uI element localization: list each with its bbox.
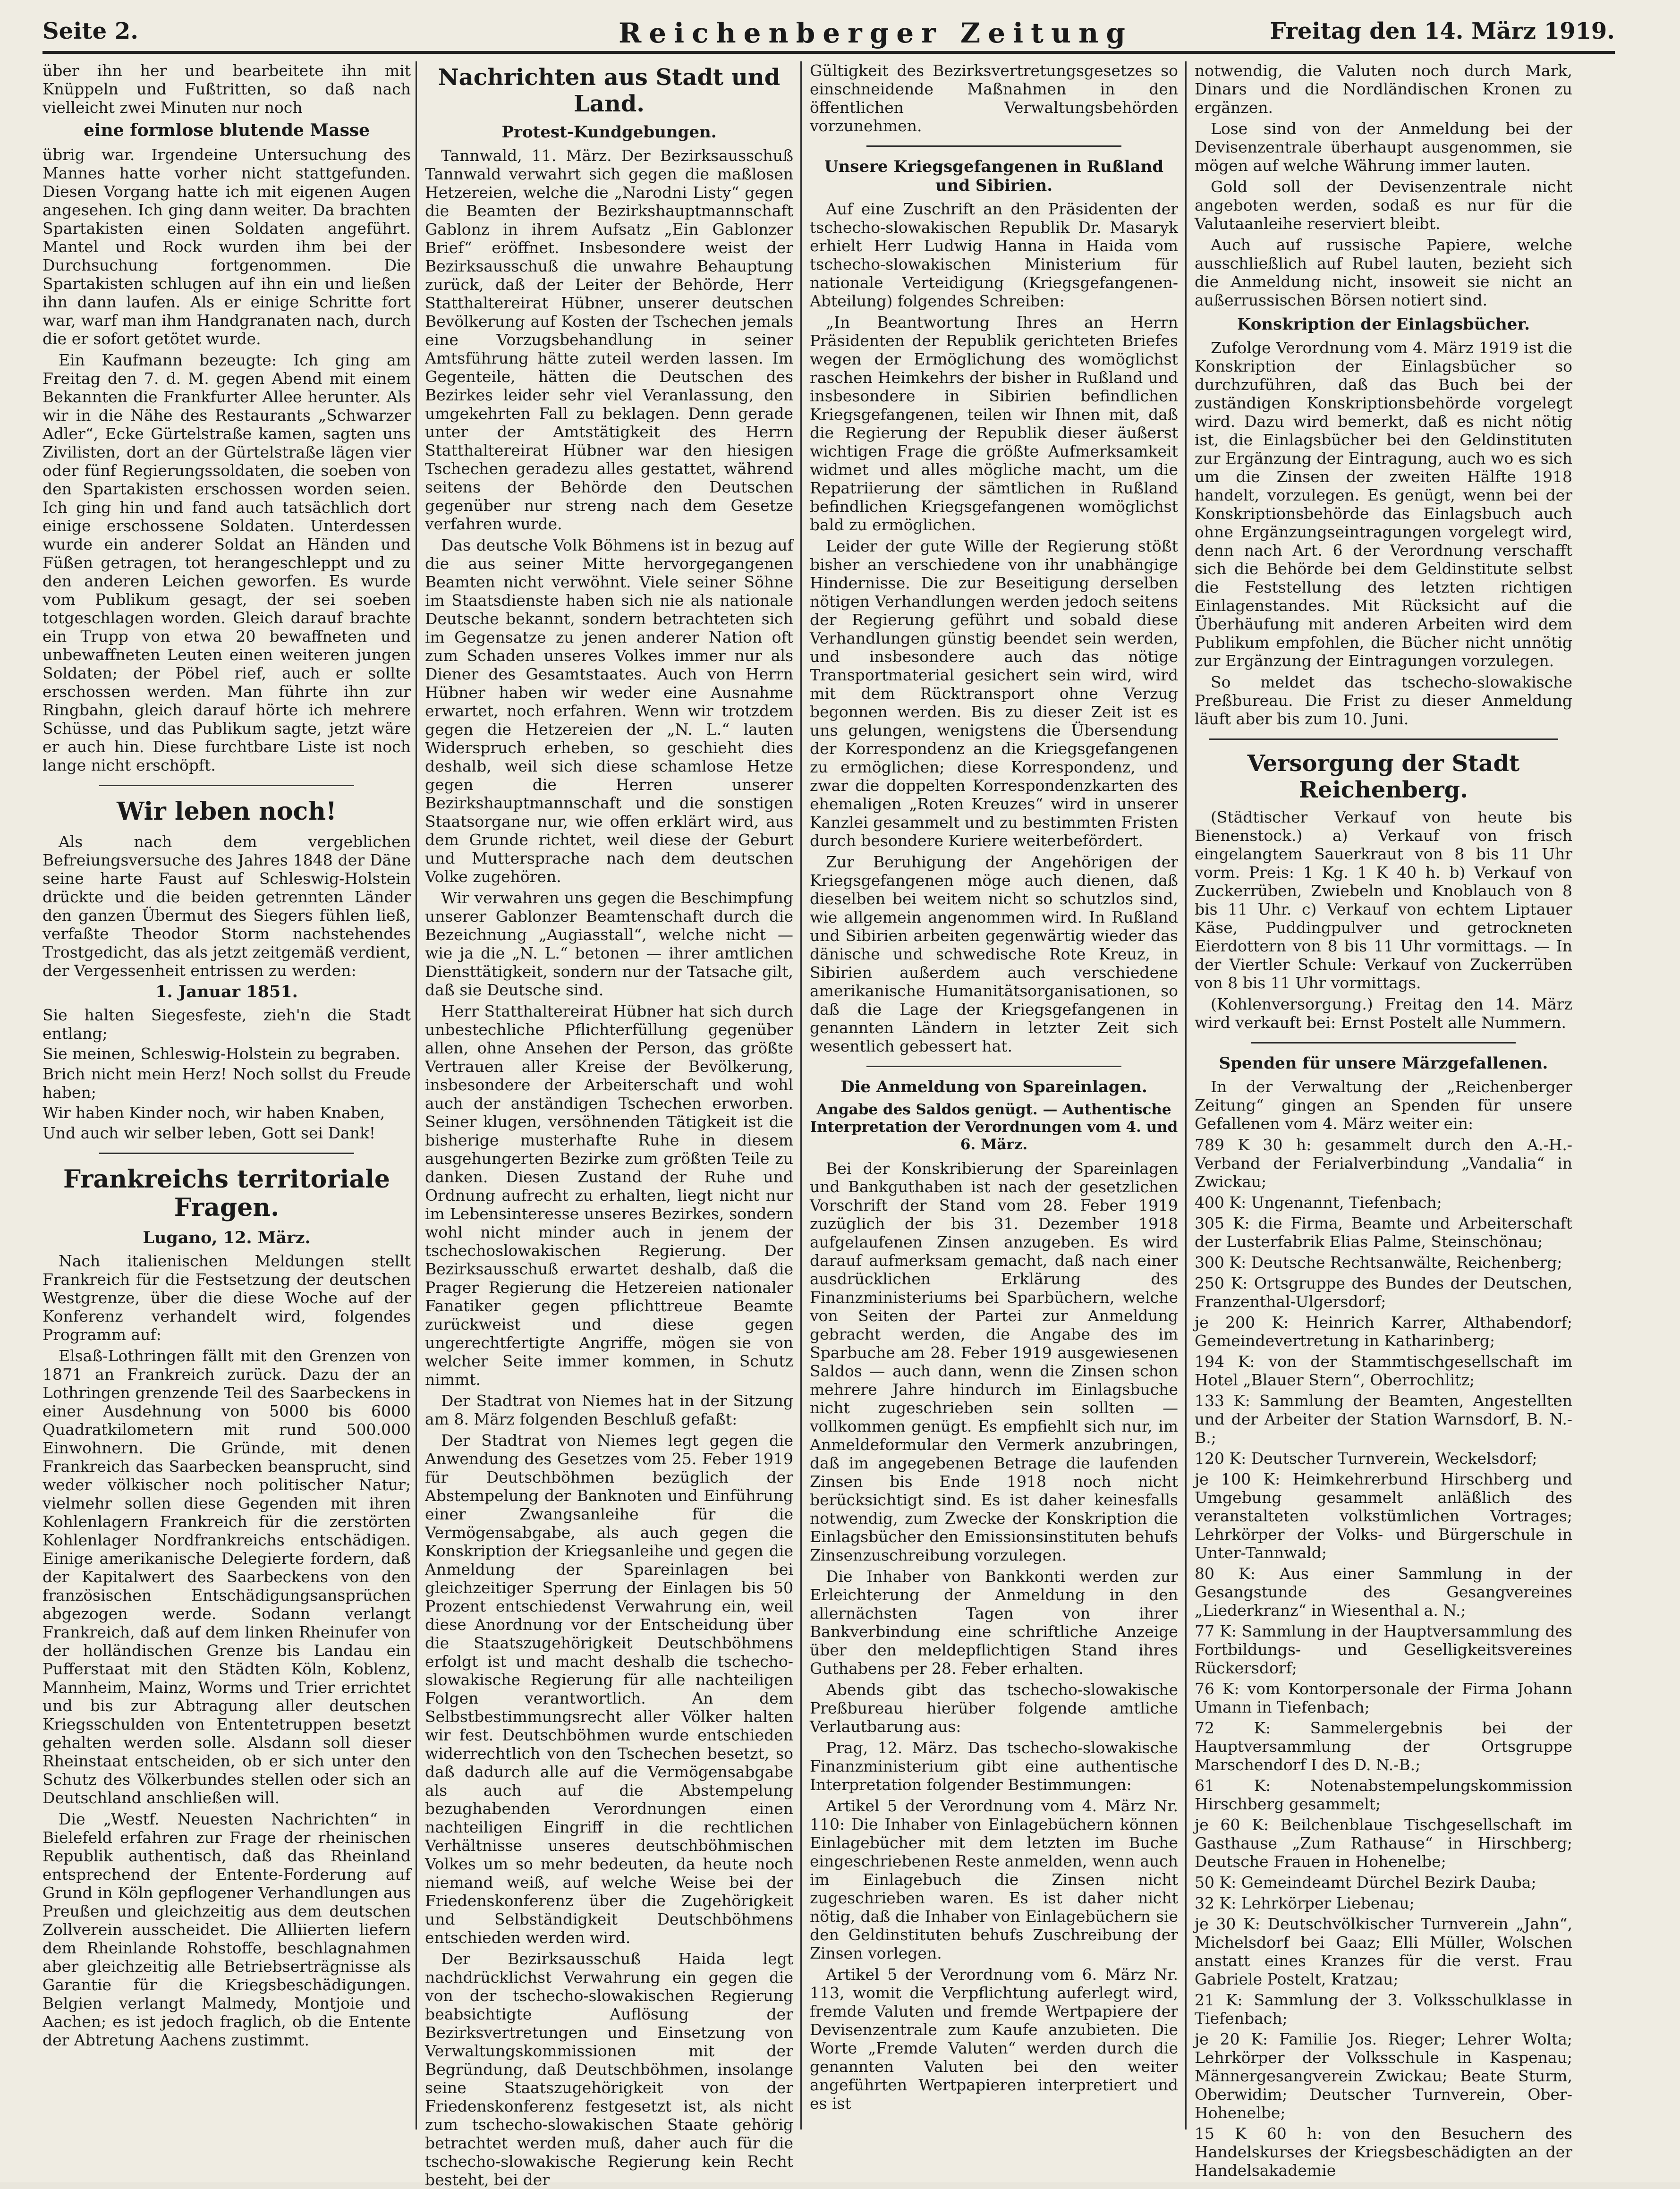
paragraph: Gültigkeit des Bezirksvertretungsgesetzes so einschneidende Maßnahmen in den öffentlichen Verwaltungsbehörden vorzunehmen. <box>810 61 1178 135</box>
paragraph: (Städtischer Verkauf von heute bis Bienenstock.) a) Verkauf von frisch eingelangtem Sauerkraut von 8 bis 11 Uhr vorm. Preis: 1 Kg. 1 K 40 h. b) Verkauf von Zuckerrüben, Zwiebeln und Knoblauch von 8 bis 11 Uhr. c) Verkauf von echtem Liptauer Käse, Puddingpulver und getrockneten Eierdottern von 8 bis 11 Uhr vormittags. — In der Viertler Schule: Verkauf von Zuckerrüben von 8 bis 11 Uhr vormittags. <box>1195 808 1572 992</box>
list-item: je 200 K: Heinrich Karrer, Althabendorf; Gemeindevertretung in Katharinberg; <box>1195 1313 1572 1350</box>
paragraph: So meldet das tschecho-slowakische Preßbureau. Die Frist zu dieser Anmeldung läuft aber bis zum 10. Juni. <box>1195 673 1572 728</box>
article-headline: Versorgung der Stadt Reichenberg. <box>1247 750 1520 803</box>
article-headline: Unsere Kriegsgefangenen in Rußland und Sibirien. <box>824 157 1164 195</box>
paragraph: Das deutsche Volk Böhmens ist in bezug auf die aus seiner Mitte hervorgegangenen Beamten nicht verwöhnt. Viele seiner Söhne im Staatsdienste haben sich nie als nationale Deutsche bekannt, sondern betrachteten sich im Gegensatze zu jenen anderer Nation oft zum Schaden unseres Volkes immer nur als Diener des Gesamtstaates. Auch von Herrn Hübner haben wir weder eine Ausnahme erwartet, noch erfahren. Wenn wir trotzdem gegen die Hetzereien der „N. L.“ lauten Widerspruch erheben, so geschieht dies deshalb, weil sich diese schamlose Hetze gegen die Herren unserer Bezirkshauptmannschaft und die sonstigen Staatsorgane nur, wie offen erklärt wird, aus dem Grunde richtet, weil diese der Geburt und Muttersprache nach dem deutschen Volke zugehören. <box>425 536 793 886</box>
paragraph: Artikel 5 der Verordnung vom 6. März Nr. 113, womit die Verpflichtung auferlegt wird, fremde Valuten und fremde Wertpapiere der Devisenzentrale zum Kaufe anzubieten. Die Worte „Fremde Valuten“ werden durch die genannten Valuten bei den weiter angeführten Wertpapieren interpretiert und es ist <box>810 1965 1178 2113</box>
paragraph: (Kohlenversorgung.) Freitag den 14. März wird verkauft bei: Ernst Postelt alle Nummern. <box>1195 995 1572 1032</box>
section-divider <box>866 145 1121 147</box>
paragraph: Zufolge Verordnung vom 4. März 1919 ist die Konskription der Einlagsbücher so durchzuführen, daß das Buch bei der zuständigen Konskriptionsbehörde vorgelegt wird. Dazu wird bemerkt, daß es nicht nötig ist, die Einlagsbücher bei den Geldinstituten zur Ergänzung der Eintragung, auch wo es sich um die Zinsen der zweiten Hälfte 1918 handelt, vorzulegen. Es genügt, wenn bei der Konskriptionsbehörde das Einlagsbuch auch ohne Ergänzungseintragungen vorgelegt wird, denn nach Art. 6 der Verordnung verschafft sich die Behörde bei dem Geldinstitute selbst die Feststellung des letzten richtigen Einlagenstandes. Mit Rücksicht auf die Überhäufung mit anderen Arbeiten wird dem Publikum empfohlen, die Bücher nicht unnötig zur Ergänzung der Eintragungen vorzulegen. <box>1195 339 1572 670</box>
section-divider <box>99 1153 354 1154</box>
article-headline: Frankreichs territoriale Fragen. <box>63 1165 390 1222</box>
list-item: 789 K 30 h: gesammelt durch den A.-H.-Verband der Ferialverbindung „Vandalia“ in Zwickau; <box>1195 1136 1572 1191</box>
list-item: 305 K: die Firma, Beamte und Arbeiterschaft der Lusterfabrik Elias Palme, Steinschönau; <box>1195 1214 1572 1251</box>
section-divider <box>1209 738 1558 740</box>
section-divider <box>866 1066 1121 1067</box>
paragraph: notwendig, die Valuten noch durch Mark, Dinars und die Nordländischen Kronen zu ergänzen. <box>1195 61 1572 117</box>
paragraph: Bei der Konskribierung der Spareinlagen und Bankguthaben ist nach der gesetzlichen Vorschrift der Stand vom 28. Feber 1919 zuzüglich der bis 31. Dezember 1918 aufgelaufenen Zinsen anzugeben. Es wird darauf aufmerksam gemacht, daß nach einer ausdrücklichen Erklärung des Finanzministeriums bei Sparbüchern, welche von Seiten der Partei zur Anmeldung gebracht werden, die Angabe des im Sparbuche am 28. Feber 1919 ausgewiesenen Saldos — auch dann, wenn die Zinsen schon mehrere Jahre hindurch im Einlagsbuche nicht zugeschrieben sein sollten — vollkommen genügt. Es empfiehlt sich nur, im Anmeldeformular den Vermerk anzubringen, daß im angegebenen Betrage die laufenden Zinsen bis Ende 1918 noch nicht berücksichtigt sind. Es ist daher keinesfalls notwendig, zum Zwecke der Konskription die Einlagsbücher den Emissionsinstituten behufs Zinsenzuschreibung vorzulegen. <box>810 1159 1178 1564</box>
column-divider <box>416 61 417 2130</box>
list-item: 400 K: Ungenannt, Tiefenbach; <box>1195 1193 1442 1212</box>
list-item: 77 K: Sammlung in der Hauptversammlung des Fortbildungs- und Geselligkeitsvereines Rückersdorf; <box>1195 1622 1572 1677</box>
poem-line: Brich nicht mein Herz! Noch sollst du Freude haben; <box>42 1065 411 1102</box>
page-number: Seite 2. <box>42 18 138 44</box>
paragraph: Als nach dem vergeblichen Befreiungsversuche des Jahres 1848 der Däne seine harte Faust auf Schleswig-Holstein drückte und die beiden getrennten Länder den ganzen Übermut des Siegers fühlen ließ, verfaßte Theodor Storm nachstehendes Trostgedicht, das als jetzt zeitgemäß verdient, der Vergessenheit entrissen zu werden: <box>42 832 411 980</box>
list-item: 120 K: Deutscher Turnverein, Weckelsdorf; <box>1195 1449 1537 1468</box>
list-item: 21 K: Sammlung der 3. Volksschulklasse in Tiefenbach; <box>1195 1991 1572 2028</box>
article-subheadline: Angabe des Saldos genügt. — Authentische Interpretation der Verordnungen vom 4. und 6. März. <box>810 1101 1178 1153</box>
list-item: 250 K: Ortsgruppe des Bundes der Deutschen, Franzenthal-Ulgersdorf; <box>1195 1274 1572 1311</box>
section-divider <box>1251 1042 1516 1044</box>
column-divider <box>1185 61 1187 2130</box>
list-item: 72 K: Sammelergebnis bei der Hauptversammlung der Ortsgruppe Marschendorf I des D. N.-B.; <box>1195 1719 1572 1774</box>
paragraph: Wir verwahren uns gegen die Beschimpfung unserer Gablonzer Beamtenschaft durch die Bezeichnung „Augiasstall“, welche nicht — wie ja die „N. L.“ betonen — ihrer amtlichen Diensttätigkeit, sondern nur der Tatsache gilt, daß sie Deutsche sind. <box>425 889 793 999</box>
paragraph: „In Beantwortung Ihres an Herrn Präsidenten der Republik gerichteten Briefes wegen der Ermöglichung des womöglichst raschen Heimkehrs der bisher in Rußland und insbesondere in Sibirien befindlichen Kriegsgefangenen, teilen wir Ihnen mit, daß die Regierung der Republik dieser äußerst wichtigen Frage die größte Aufmerksamkeit widmet und alles mögliche macht, um die Repatriierung der sämtlichen in Rußland befindlichen Kriegsgefangenen womöglichst bald zu ermöglichen. <box>810 313 1178 534</box>
list-item: je 30 K: Deutschvölkischer Turnverein „Jahn“, Michelsdorf bei Gaaz; Elli Müller, Wolschen anstatt eines Kranzes für die verst. Frau Gabriele Postelt, Kratzau; <box>1195 1915 1572 1988</box>
article-headline: Spenden für unsere Märzgefallenen. <box>1219 1054 1548 1073</box>
paragraph: Gold soll der Devisenzentrale nicht angeboten werden, sodaß es nur für die Valutaanleihe reserviert bleibt. <box>1195 178 1572 233</box>
page-header <box>42 14 1615 54</box>
list-item: 32 K: Lehrkörper Liebenau; <box>1195 1894 1415 1912</box>
paragraph: Der Stadtrat von Niemes hat in der Sitzung am 8. März folgenden Beschluß gefaßt: <box>425 1391 793 1428</box>
paragraph: Prag, 12. März. Das tschecho-slowakische Finanzministerium gibt eine authentische Interpretation folgender Bestimmungen: <box>810 1739 1178 1794</box>
masthead-title: Reichenberger Zeitung <box>619 17 1133 49</box>
list-item: 80 K: Aus einer Sammlung in der Gesangstunde des Gesangvereines „Liederkranz“ in Wiesenthal a. N.; <box>1195 1564 1572 1620</box>
paragraph: Nach italienischen Meldungen stellt Frankreich für die Festsetzung der deutschen Westgrenze, über die diese Woche auf der Konferenz verhandelt wird, folgendes Programm auf: <box>42 1252 411 1344</box>
list-item: 300 K: Deutsche Rechtsanwälte, Reichenberg; <box>1195 1253 1562 1272</box>
issue-date: Freitag den 14. März 1919. <box>1270 18 1615 44</box>
paragraph: Auch auf russische Papiere, welche ausschließlich auf Rubel lauten, bezieht sich die Anmeldung nicht, insoweit sie nicht an außerrussischen Börsen notiert sind. <box>1195 236 1572 309</box>
subsection-headline: Protest-Kundgebungen. <box>501 123 717 142</box>
article-headline: Wir leben noch! <box>117 797 337 826</box>
list-item: 15 K 60 h: von den Besuchern des Handelskurses der Kriegsbeschädigten an der Handelsakademie <box>1195 2124 1572 2180</box>
paragraph: übrig war. Irgendeine Untersuchung des Mannes hatte vorher nicht stattgefunden. Diesen Vorgang hatte ich mit eigenen Augen angesehen. Ich ging dann weiter. Da brachten Spartakisten einen Soldaten angeführt. Mantel und Rock wurden ihm bei der Durchsuchung fortgenommen. Die Spartakisten schlugen auf ihn ein und ließen ihn dann laufen. Als er einige Schritte fort war, warf man ihm Handgranaten nach, durch die er sofort getötet wurde. <box>42 145 411 348</box>
paragraph: Elsaß-Lothringen fällt mit den Grenzen von 1871 an Frankreich zurück. Dazu der an Lothringen grenzende Teil des Saarbeckens in einer Ausdehnung von 5000 bis 6000 Quadratkilometern mit rund 500.000 Einwohnern. Die Gründe, mit denen Frankreich das Saarbecken beansprucht, sind weder völkischer noch politischer Natur; vielmehr sollen diese Gegenden mit ihren Kohlenlagern Frankreich für die zerstörten Kohlenlager Nordfrankreichs entschädigen. Einige amerikanische Delegierte fordern, daß der Kapitalwert des Saarbeckens von den französischen Entschädigungsansprüchen abgezogen werde. Sodann verlangt Frankreich, daß auf dem linken Rheinufer von der holländischen Grenze bis Landau ein Pufferstaat mit den Städten Köln, Koblenz, Mannheim, Mainz, Worms und Trier errichtet und bis zur Abtragung aller deutschen Kriegsschulden von Ententetruppen besetzt gehalten werden solle. Alsdann soll dieser Rheinstaat entscheiden, ob er sich unter den Schutz des Völkerbundes stellen oder sich an Deutschland anschließen will. <box>42 1347 411 1807</box>
paragraph: Auf eine Zuschrift an den Präsidenten der tschecho-slowakischen Republik Dr. Masaryk erhielt Herr Ludwig Hanna in Haida vom tschecho-slowakischen Ministerium für nationale Verteidigung (Kriegsgefangenen-Abteilung) folgendes Schreiben: <box>810 200 1178 310</box>
paragraph: Herr Statthaltereirat Hübner hat sich durch unbestechliche Pflichterfüllung gegenüber allen, ohne Ansehen der Person, das größte Vertrauen aller Kreise der Bevölkerung, insbesondere der Arbeiterschaft und wohl auch der anständigen Tschechen erworben. Seiner klugen, versöhnenden Tätigkeit ist die bisherige musterhafte Ruhe in diesem ausgehungerten Bezirke zum größten Teile zu danken. Diesen Zustand der Ruhe und Ordnung aufrecht zu erhalten, liegt nicht nur im Lebensinteresse unseres Bezirkes, sondern wohl nicht minder auch in jenem der tschechoslowakischen Regierung. Der Bezirksausschuß erwartet deshalb, daß die Prager Regierung die Hetzereien nationaler Fanatiker gegen pflichttreue Beamte zurückweist und diese gegen ungerechtfertigte Angriffe, mögen sie von welcher Seite immer kommen, in Schutz nimmt. <box>425 1002 793 1389</box>
column-2 <box>425 61 793 2189</box>
donation-list <box>1195 1136 1572 2180</box>
column-3 <box>810 61 1178 2130</box>
paragraph: Der Bezirksausschuß Haida legt nachdrücklichst Verwahrung ein gegen die von der tschecho-slowakischen Regierung beabsichtigte Auflösung der Bezirksvertretungen und Einsetzung von Verwaltungskommissionen mit der Begründung, daß Deutschböhmen, insolange seine Staatszugehörigkeit von der Friedenskonferenz festgesetzt ist, als nicht zum tschecho-slowakischen Staate gehörig betrachtet werden muß, daher auch für die tschecho-slowakische Regierung kein Recht besteht, bei der <box>425 1950 793 2189</box>
column-1 <box>42 61 411 2130</box>
list-item: je 20 K: Familie Jos. Rieger; Lehrer Wolta; Lehrkörper der Volksschule in Kaspenau; Männergesangverein Zwickau; Beate Sturm, Oberwidim; Deutscher Turnverein, Ober-Hohenelbe; <box>1195 2030 1572 2122</box>
paragraph: Artikel 5 der Verordnung vom 4. März Nr. 110: Die Inhaber von Einlagebüchern können Einlagebücher mit dem letzten im Buche eingeschriebenen Reste anmelden, wenn auch im Einlagebuch die Zinsen nicht zugeschrieben waren. Es ist daher nicht nötig, daß die Inhaber von Einlagebüchern sie den Geldinstituten behufs Zuschreibung der Zinsen vorlegen. <box>810 1797 1178 1962</box>
paragraph: Ein Kaufmann bezeugte: Ich ging am Freitag den 7. d. M. gegen Abend mit einem Bekannten die Frankfurter Allee herunter. Als wir in die Nähe des Restaurants „Schwarzer Adler“, Ecke Gürtelstraße kamen, sagten uns Zivilisten, dort an der Gürtelstraße lägen vier oder fünf Regierungssoldaten, die soeben von den Spartakisten erschossen worden seien. Ich ging hin und fand auch tatsächlich dort einige erschossene Soldaten. Unterdessen wurde ein anderer Soldat an Händen und Füßen getragen, tot herangeschleppt und zu den anderen Leichen geworfen. Es wurde vom Publikum gesagt, der sei soeben totgeschlagen worden. Gleich darauf brachte ein Trupp von etwa 20 bewaffneten und unbewaffneten Leuten einen weiteren jungen Soldaten; der Pöbel rief, auch er sollte erschossen werden. Man führte ihn zur Ringbahn, gleich darauf hörte ich mehrere Schüsse, und das Publikum sagte, jetzt wäre er auch hin. Diese furchtbare Liste ist noch lange nicht erschöpft. <box>42 351 411 774</box>
paragraph: Zur Beruhigung der Angehörigen der Kriegsgefangenen möge auch dienen, daß dieselben bei weitem nicht so schutzlos sind, wie allgemein angenommen wird. In Rußland und Sibirien arbeiten gegenwärtig wieder das dänische und schwedische Rote Kreuz, in Sibirien außerdem auch verschiedene amerikanische Humanitätsorganisationen, so daß die Lage der Kriegsgefangenen in genannten Ländern in letzter Zeit sich wesentlich gebessert hat. <box>810 853 1178 1055</box>
list-item: 194 K: von der Stammtischgesellschaft im Hotel „Blauer Stern“, Oberrochlitz; <box>1195 1352 1572 1389</box>
article-headline: Konskription der Einlagsbücher. <box>1237 315 1530 334</box>
paragraph: Abends gibt das tschecho-slowakische Preßbureau hierüber folgende amtliche Verlautbarung aus: <box>810 1680 1178 1736</box>
section-divider <box>99 785 354 786</box>
paragraph: Tannwald, 11. März. Der Bezirksausschuß Tannwald verwahrt sich gegen die maßlosen Hetzereien, welche die „Narodni Listy“ gegen die Beamten der Bezirkshauptmannschaft Gablonz in ihrem Aufsatz „Ein Gablonzer Brief“ eröffnet. Insbesondere weist der Bezirksausschuß die unwahre Behauptung zurück, daß der Leiter der Behörde, Herr Statthaltereirat Hübner, unserer deutschen Bevölkerung auf Kosten der Tschechen jemals eine Vorzugsbehandlung in seiner Amtsführung hätte zuteil werden lassen. Im Gegenteile, hätten die Deutschen des Bezirkes leider sehr viel Veranlassung, den umgekehrten Fall zu beklagen. Denn gerade unter der Amtstätigkeit des Herrn Statthaltereirat Hübner war den hiesigen Tschechen geradezu alles gestattet, während seitens der Behörde den Deutschen gegenüber nur streng nach dem Gesetze verfahren wurde. <box>425 146 793 533</box>
list-item: 76 K: vom Kontorpersonale der Firma Johann Umann in Tiefenbach; <box>1195 1680 1572 1716</box>
paragraph: Leider der gute Wille der Regierung stößt bisher an verschiedene von ihr unabhängige Hindernisse. Die zur Beseitigung derselben nötigen Verhandlungen werden jedoch seitens der Regierung geführt und sobald diese Verhandlungen günstig beendet sein werden, und insbesondere auch das nötige Transportmaterial gesichert sein wird, wird mit dem Rücktransport ohne Verzug begonnen werden. Bis zu dieser Zeit ist es uns gelungen, wenigstens die Übersendung der Korrespondenz an die Kriegsgefangenen zu ermöglichen; diese Korrespondenz, und zwar die doppelten Korrespondenzkarten des ehemaligen „Roten Kreuzes“ wird in unserer Kanzlei gesammelt und zu bestimmten Fristen durch besondere Kuriere weiterbefördert. <box>810 537 1178 850</box>
poem-line: Wir haben Kinder noch, wir haben Knaben, <box>42 1103 385 1122</box>
list-item: 50 K: Gemeindeamt Dürchel Bezirk Dauba; <box>1195 1873 1536 1892</box>
poem-date: 1. Januar 1851. <box>155 982 298 1001</box>
paragraph: über ihn her und bearbeitete ihn mit Knüppeln und Fußtritten, so daß nach vielleicht zwei Minuten nur noch <box>42 61 411 117</box>
column-4 <box>1195 61 1572 2180</box>
list-item: 133 K: Sammlung der Beamten, Angestellten und der Arbeiter der Station Warnsdorf, B. N.-B.; <box>1195 1391 1572 1447</box>
paragraph: Lose sind von der Anmeldung bei der Devisenzentrale überhaupt ausgenommen, sie mögen auf welche Währung immer lauten. <box>1195 119 1572 175</box>
paragraph: Die „Westf. Neuesten Nachrichten“ in Bielefeld erfahren zur Frage der rheinischen Republik authentisch, daß das Rheinland entsprechend der Entente-Forderung auf Grund in Köln gepflogener Verhandlungen aus Preußen und gleichzeitig aus dem deutschen Zollverein ausscheidet. Die Alliierten liefern dem Rheinlande Rohstoffe, beschlagnahmen aber gleichzeitig alle Betriebserträgnisse als Garantie für die Kriegsbeschädigungen. Belgien verlangt Malmedy, Montjoie und Aachen; es ist jedoch fraglich, ob die Entente der Abtretung Aachens zustimmt. <box>42 1810 411 2049</box>
paragraph: Der Stadtrat von Niemes legt gegen die Anwendung des Gesetzes vom 25. Feber 1919 für Deutschböhmen bezüglich der Abstempelung der Banknoten und Einführung einer Zwangsanleihe für die Vermögensabgabe, als auch gegen die Konskription der Kriegsanleihe und gegen die Anmeldung der Spareinlagen bei gleichzeitiger Sperrung der Einlagen bis 50 Prozent entschiedenst Verwahrung ein, weil diese Anordnung vor der Entscheidung über die Staatszugehörigkeit Deutschböhmens erfolgt ist und macht deshalb die tschecho-slowakische Regierung für alle nachteiligen Folgen verantwortlich. An dem Selbstbestimmungsrecht aller Völker halten wir fest. Deutschböhmen wurde entschieden widerrechtlich von den Tschechen besetzt, so daß dadurch alle auf die Vermögensabgabe als auch auf die Abstempelung bezughabenden Verordnungen einen nachteiligen Eingriff in die rechtlichen Verhältnisse unseres deutschböhmischen Volkes um so mehr bedeuten, da heute noch niemand weiß, auf welche Weise bei der Friedenskonferenz über die Zugehörigkeit und Selbständigkeit Deutschböhmens entschieden werden wird. <box>425 1431 793 1947</box>
poem-line: Sie halten Siegesfeste, zieh'n die Stadt entlang; <box>42 1006 411 1043</box>
list-item: 61 K: Notenabstempelungskommission Hirschberg gesammelt; <box>1195 1776 1572 1813</box>
poem-line: Und auch wir selber leben, Gott sei Dank! <box>42 1124 376 1142</box>
article-headline: Die Anmeldung von Spareinlagen. <box>840 1078 1147 1096</box>
column-divider <box>800 61 802 2130</box>
list-item: je 100 K: Heimkehrerbund Hirschberg und Umgebung gesammelt anläßlich des veranstalteten volkstümlichen Vortrages; Lehrkörper der Volks- und Bürgerschule in Unter-Tannwald; <box>1195 1470 1572 1562</box>
section-headline: Nachrichten aus Stadt und Land. <box>438 64 781 117</box>
emphasis-line: eine formlose blutende Masse <box>83 120 370 140</box>
paragraph: In der Verwaltung der „Reichenberger Zeitung“ gingen an Spenden für unsere Gefallenen vom 4. März weiter ein: <box>1195 1078 1572 1133</box>
dateline: Lugano, 12. März. <box>143 1228 311 1247</box>
poem-line: Sie meinen, Schleswig-Holstein zu begraben. <box>42 1044 400 1063</box>
paragraph: Die Inhaber von Bankkonti werden zur Erleichterung der Anmeldung in den allernächsten Tagen von ihrer Bankverbindung eine schriftliche Anzeige über den meldepflichtigen Stand ihres Guthabens per 28. Feber erhalten. <box>810 1567 1178 1678</box>
list-item: je 60 K: Beilchenblaue Tischgesellschaft im Gasthause „Zum Rathause“ in Hirschberg; Deutsche Frauen in Hohenelbe; <box>1195 1816 1572 1871</box>
